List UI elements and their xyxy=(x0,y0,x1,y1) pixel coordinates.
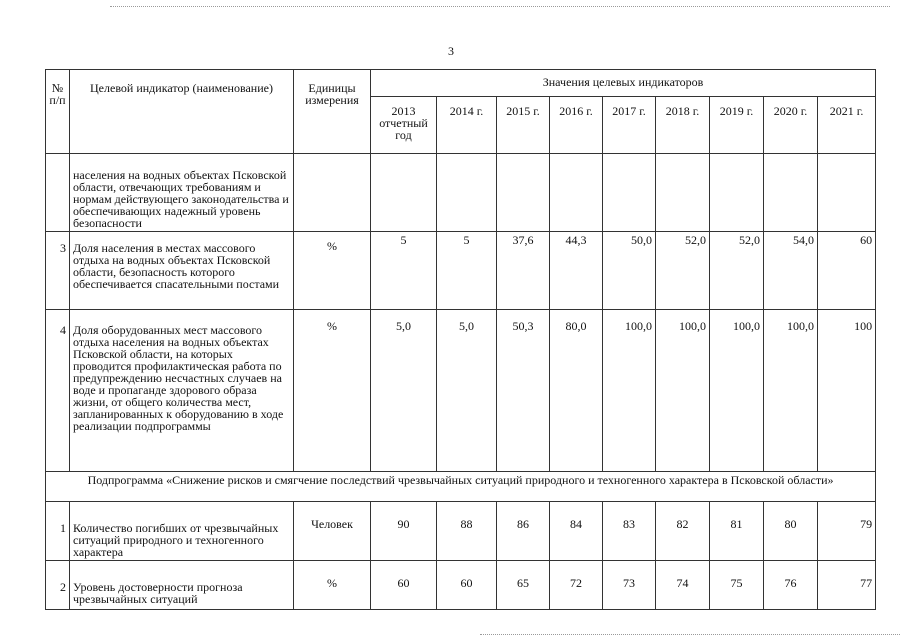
cell-unit: % xyxy=(294,232,371,310)
cell-unit: % xyxy=(294,561,371,610)
header-year: 2016 г. xyxy=(550,97,603,154)
cell-empty xyxy=(550,154,603,232)
header-name: Целевой индикатор (наименование) xyxy=(70,70,294,154)
subprogram-row xyxy=(46,472,876,502)
cell-value: 74 xyxy=(656,561,710,610)
cell-value: 73 xyxy=(603,561,656,610)
header-year: 2021 г. xyxy=(818,97,876,154)
cell-empty xyxy=(710,154,764,232)
cell-value: 82 xyxy=(656,502,710,561)
cell-empty xyxy=(656,154,710,232)
scan-edge-bottom xyxy=(480,634,900,635)
cell-empty xyxy=(818,154,876,232)
page-number: 3 xyxy=(448,44,454,58)
cell-value: 65 xyxy=(497,561,550,610)
cell-value: 52,0 xyxy=(656,232,710,310)
cell-value: 88 xyxy=(437,502,497,561)
cell-value: 100 xyxy=(818,310,876,472)
header-values-group: Значения целевых индикаторов xyxy=(371,70,876,97)
table-row xyxy=(46,232,876,310)
cell-value: 50,3 xyxy=(497,310,550,472)
cell-value: 37,6 xyxy=(497,232,550,310)
table-row xyxy=(46,502,876,561)
cell-unit: Человек xyxy=(294,502,371,561)
cell-value: 44,3 xyxy=(550,232,603,310)
cell-empty xyxy=(371,154,437,232)
cell-empty xyxy=(294,154,371,232)
header-year: 2018 г. xyxy=(656,97,710,154)
table-row xyxy=(46,561,876,610)
cell-name: Доля населения в местах массового отдыха на водных объектах Псковской области, безопасность которого обеспечивается спасательными постами xyxy=(70,232,294,310)
cell-name: Доля оборудованных мест массового отдыха населения на водных объектах Псковской области, на которых проводится профилактическая работа по предупреждению несчастных случаев на воде и пропаганде здорового образа жизни, от общего количества мест, запланированных к оборудованию в ходе реализации подпрограммы xyxy=(70,310,294,472)
cell-value: 100,0 xyxy=(656,310,710,472)
cell-empty xyxy=(437,154,497,232)
cell-value: 60 xyxy=(371,561,437,610)
cell-empty xyxy=(603,154,656,232)
cell-value: 90 xyxy=(371,502,437,561)
cell-name: Количество погибших от чрезвычайных ситуаций природного и техногенного характера xyxy=(70,502,294,561)
table-row-continued xyxy=(46,154,876,232)
cell-num: 2 xyxy=(46,561,70,610)
cell-value: 84 xyxy=(550,502,603,561)
cell-value: 80,0 xyxy=(550,310,603,472)
scan-edge-top xyxy=(110,6,890,7)
header-num: № п/п xyxy=(46,70,70,154)
table-row xyxy=(46,310,876,472)
cell-value: 77 xyxy=(818,561,876,610)
cell-value: 5 xyxy=(437,232,497,310)
cell-value: 75 xyxy=(710,561,764,610)
header-year: 2014 г. xyxy=(437,97,497,154)
cell-value: 5,0 xyxy=(437,310,497,472)
cell-num: 3 xyxy=(46,232,70,310)
subprogram-title: Подпрограмма «Снижение рисков и смягчение последствий чрезвычайных ситуаций природного и техногенного характера в Псковской области» xyxy=(46,472,876,502)
cell-unit: % xyxy=(294,310,371,472)
header-year: 2015 г. xyxy=(497,97,550,154)
cell-value: 60 xyxy=(437,561,497,610)
cell-value: 54,0 xyxy=(764,232,818,310)
cell-value: 81 xyxy=(710,502,764,561)
cell-value: 100,0 xyxy=(710,310,764,472)
cell-num: 1 xyxy=(46,502,70,561)
cell-value: 100,0 xyxy=(764,310,818,472)
header-year: 2013 отчетный год xyxy=(371,97,437,154)
cell-value: 50,0 xyxy=(603,232,656,310)
cell-value: 76 xyxy=(764,561,818,610)
cell-name: Уровень достоверности прогноза чрезвычайных ситуаций xyxy=(70,561,294,610)
cell-value: 60 xyxy=(818,232,876,310)
header-row-1 xyxy=(46,70,876,97)
cell-value: 83 xyxy=(603,502,656,561)
cell-value: 5,0 xyxy=(371,310,437,472)
cell-value: 79 xyxy=(818,502,876,561)
cell-num: 4 xyxy=(46,310,70,472)
cell-name: населения на водных объектах Псковской области, отвечающих требованиям и нормам действующего законодательства и обеспечивающих надежный уровень безопасности xyxy=(70,154,294,232)
header-units: Единицы измерения xyxy=(294,70,371,154)
cell-value: 100,0 xyxy=(603,310,656,472)
cell-num xyxy=(46,154,70,232)
indicators-table xyxy=(45,69,876,610)
cell-empty xyxy=(764,154,818,232)
cell-value: 5 xyxy=(371,232,437,310)
cell-empty xyxy=(497,154,550,232)
cell-value: 52,0 xyxy=(710,232,764,310)
header-year: 2017 г. xyxy=(603,97,656,154)
cell-value: 72 xyxy=(550,561,603,610)
header-year: 2019 г. xyxy=(710,97,764,154)
header-year: 2020 г. xyxy=(764,97,818,154)
cell-value: 80 xyxy=(764,502,818,561)
cell-value: 86 xyxy=(497,502,550,561)
